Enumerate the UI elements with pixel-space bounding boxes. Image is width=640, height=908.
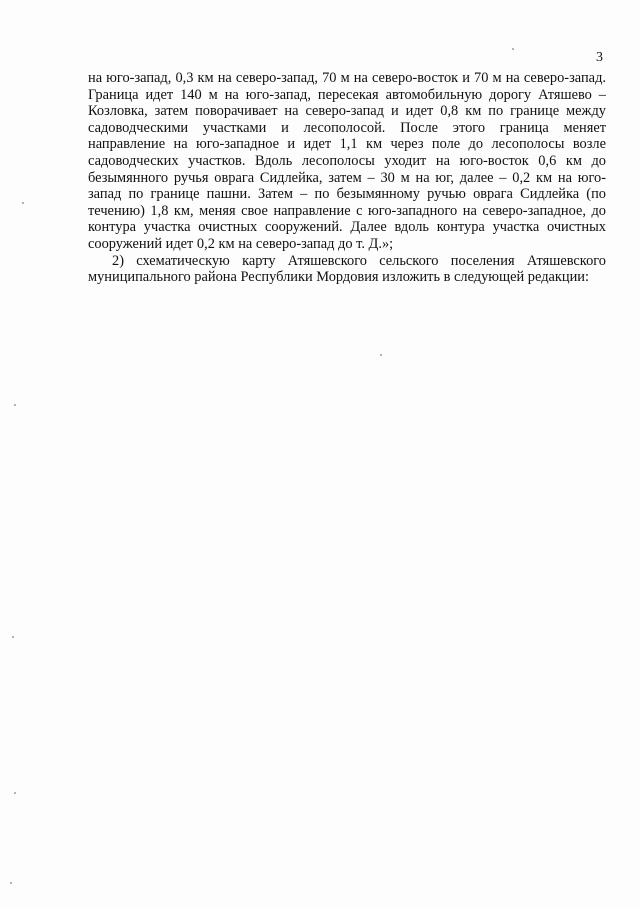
scan-speck: [10, 882, 12, 884]
scan-speck: [14, 792, 16, 794]
paragraph-boundary-description: на юго-запад, 0,3 км на северо-запад, 70 м на северо-восток и 70 м на северо-запад. Граница идет 140 м на юго-запад, пересекая автомобильную дорогу Атяшево – Козловка, затем поворачивает на северо-запад и идет 0,8 км по границе между садоводческими участками и лесополосой. После этого граница меняет направление на юго-западное и идет 1,1 км через поле до лесополосы возле садоводческих участков. Вдоль лесополосы уходит на юго-восток 0,6 км до безымянного ручья оврага Сидлейка, затем – 30 м на юг, далее – 0,2 км на юго-запад по границе пашни. Затем – по безымянному ручью оврага Сидлейка (по течению) 1,8 км, меняя свое направление с юго-западного на северо-западное, до контура участка очистных сооружений. Далее вдоль контура участка очистных сооружений идет 0,2 км на северо-запад до т. Д.»;: [88, 70, 606, 252]
scan-speck: [22, 202, 24, 204]
scan-speck: [380, 354, 382, 356]
scan-speck: [12, 636, 14, 638]
scan-speck: [512, 48, 514, 50]
paragraph-map-item: 2) схематическую карту Атяшевского сельского поселения Атяшевского муниципального района Республики Мордовия изложить в следующей редакции:: [88, 252, 606, 286]
document-body: [88, 70, 606, 286]
scan-speck: [14, 404, 16, 406]
page-number: 3: [596, 50, 603, 65]
